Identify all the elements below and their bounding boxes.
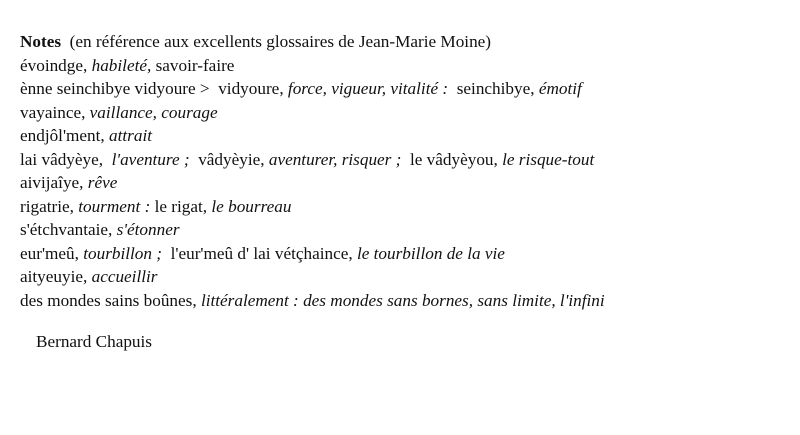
glossary-translation: rêve (87, 173, 118, 192)
glossary-term: évoindge, (20, 55, 92, 75)
glossary-entry (20, 289, 790, 313)
glossary-entry (20, 195, 790, 219)
glossary-translation: le tourbillon de la vie (356, 243, 505, 263)
notes-heading: Notes (20, 32, 62, 51)
glossary-entry (20, 218, 790, 242)
glossary-term: eur'meû, (20, 243, 84, 263)
glossary-term: ènne seinchibye vidyoure > vidyoure, (20, 79, 288, 98)
glossary-term: l'eur'meû d' lai vétçhaince, (162, 243, 357, 263)
glossary-term: le rigat, (150, 196, 212, 216)
glossary-translation: émotif (538, 79, 582, 98)
glossary-translation: accueillir (91, 267, 158, 286)
glossary-entry (20, 242, 790, 266)
glossary-term: vâdyèyie, (189, 149, 269, 169)
glossary-translation: littéralement : des mondes sans bornes, sans limite, l'infini (200, 290, 605, 310)
glossary-term: des mondes sains boûnes, (20, 290, 201, 310)
glossary-translation: force, vigueur, vitalité : (287, 79, 449, 98)
glossary-term: vayaince, (20, 102, 90, 122)
glossary-entry (20, 124, 790, 148)
glossary-term: aityeuyie, (20, 267, 92, 286)
glossary-term: lai vâdyèye, (20, 149, 112, 169)
glossary-translation: tourment : (78, 196, 151, 216)
glossary-translation: aventurer, risquer ; (268, 149, 402, 169)
glossary-translation: le bourreau (211, 196, 292, 216)
glossary-entries (20, 54, 790, 313)
glossary-translation: l'aventure ; (111, 149, 190, 169)
notes-document (20, 30, 790, 312)
glossary-term: savoir-faire (151, 55, 235, 75)
glossary-entry (20, 101, 790, 125)
glossary-term: endjôl'ment, (20, 126, 110, 145)
glossary-entry (20, 171, 790, 195)
glossary-term: seinchibye, (448, 79, 539, 98)
glossary-term: le vâdyèyou, (401, 149, 503, 169)
glossary-translation: vaillance, courage (89, 102, 218, 122)
glossary-entry (20, 54, 790, 78)
author-signature: Bernard Chapuis (36, 332, 152, 351)
glossary-translation: attrait (109, 126, 153, 145)
notes-heading-reference: (en référence aux excellents glossaires de Jean-Marie Moine) (61, 32, 492, 51)
glossary-term: rigatrie, (20, 196, 79, 216)
glossary-translation: s'étonner (116, 220, 180, 239)
glossary-translation: tourbillon ; (83, 243, 163, 263)
glossary-entry (20, 77, 790, 101)
glossary-entry (20, 148, 790, 172)
notes-heading-line (20, 30, 790, 54)
glossary-term: s'étchvantaie, (20, 220, 117, 239)
glossary-translation: le risque-tout (502, 149, 595, 169)
glossary-entry (20, 265, 790, 289)
glossary-term: aivijaîye, (20, 173, 88, 192)
glossary-translation: habileté, (91, 55, 152, 75)
